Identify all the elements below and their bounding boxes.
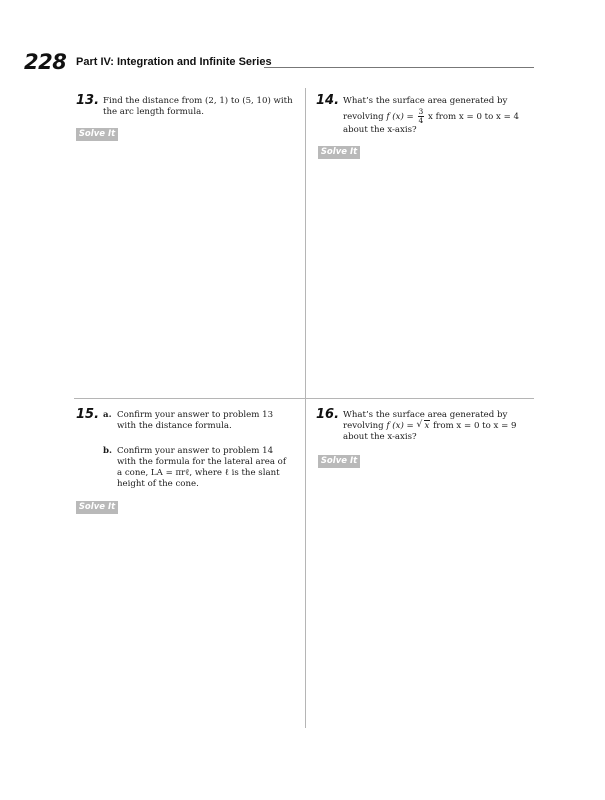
solve-it-label: Solve It <box>76 501 118 514</box>
text-range: from x = 0 to x = 9 <box>433 421 517 431</box>
problem-line: Confirm your answer to problem 13 <box>117 410 274 420</box>
fraction-numerator: 3 <box>418 107 424 116</box>
page-number: 228 <box>24 50 67 74</box>
text-revolving: revolving <box>343 112 384 122</box>
problem-line: Find the distance from (2, 1) to (5, 10) with <box>103 96 293 106</box>
solve-it-label: Solve It <box>318 455 360 468</box>
vertical-divider <box>305 88 306 728</box>
subproblem-label: b. <box>103 446 113 456</box>
function-expr: f (x) = <box>386 112 414 122</box>
header-rule <box>264 67 534 68</box>
radicand: x <box>424 421 430 431</box>
text-revolving: revolving <box>343 421 384 431</box>
solve-it-label: Solve It <box>76 128 118 141</box>
problem-line: the arc length formula. <box>103 107 204 117</box>
problem-line: a cone, LA = πrℓ, where ℓ is the slant <box>117 468 280 478</box>
problem-line <box>343 108 519 125</box>
problem-line: with the formula for the lateral area of <box>117 457 287 467</box>
solve-it-label: Solve It <box>318 146 360 159</box>
problem-line: about the x-axis? <box>343 432 417 442</box>
horizontal-divider <box>74 398 534 399</box>
function-expr: f (x) = <box>386 421 414 431</box>
problem-line: Confirm your answer to problem 14 <box>117 446 274 456</box>
subproblem-text <box>117 446 286 490</box>
problem-number: 16. <box>316 407 340 422</box>
radical-icon: √ <box>416 420 423 430</box>
square-root <box>417 421 431 432</box>
problem-line: about the x-axis? <box>343 125 417 135</box>
text-range: x from x = 0 to x = 4 <box>428 112 519 122</box>
fraction-denominator: 4 <box>418 116 424 125</box>
problem-line: with the distance formula. <box>117 421 232 431</box>
fraction <box>418 108 425 125</box>
subproblem-text <box>117 410 273 432</box>
problem-13 <box>76 93 296 146</box>
problem-number: 14. <box>316 93 340 108</box>
problem-text <box>103 96 293 118</box>
problem-line <box>343 421 516 432</box>
problem-number: 15. <box>76 407 100 422</box>
subproblem-label: a. <box>103 410 112 420</box>
problem-number: 13. <box>76 93 100 108</box>
problem-text <box>343 410 516 443</box>
part-title: Part IV: Integration and Infinite Series <box>76 56 272 68</box>
problem-14 <box>316 93 536 166</box>
problem-text <box>343 96 519 136</box>
problem-16 <box>316 407 536 480</box>
problem-15 <box>76 407 301 520</box>
problem-line: What’s the surface area generated by <box>343 96 508 106</box>
problem-line: What’s the surface area generated by <box>343 410 508 420</box>
problem-line: height of the cone. <box>117 479 199 489</box>
